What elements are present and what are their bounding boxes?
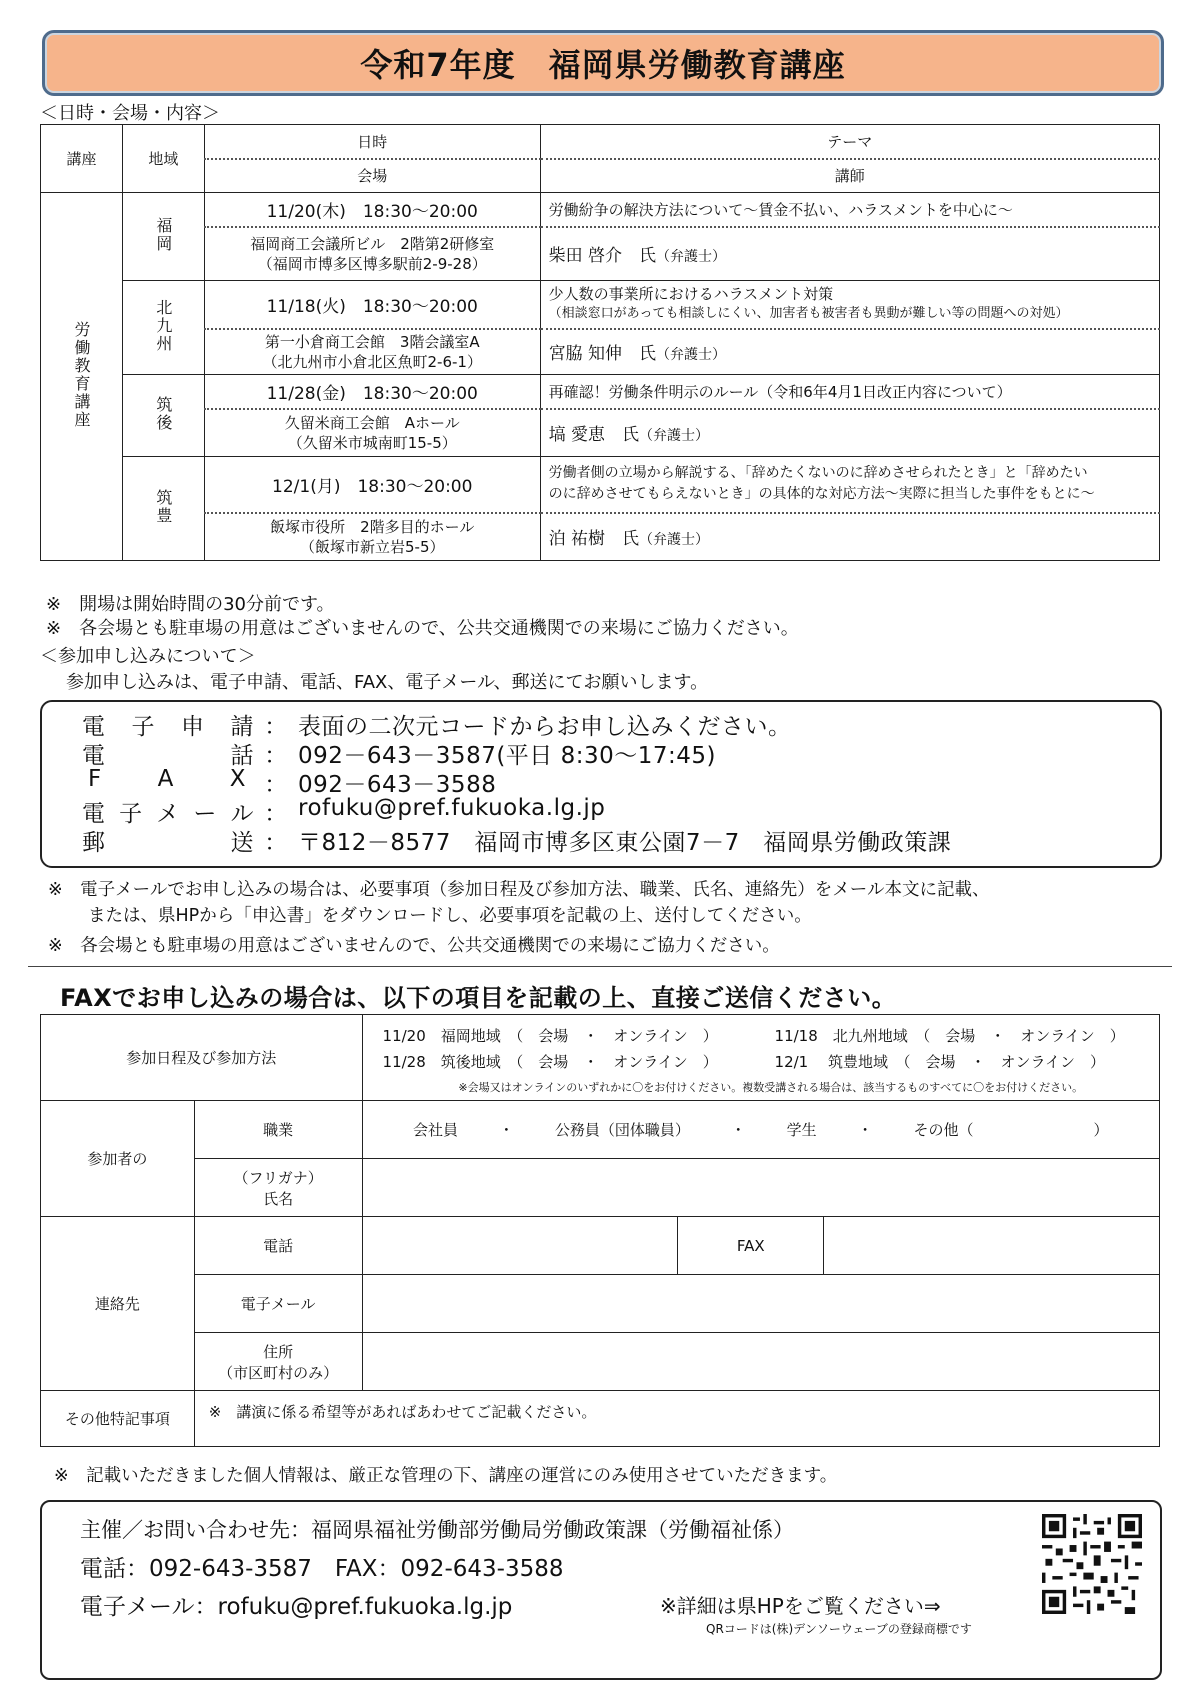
address-label: 住所 （市区町村のみ） bbox=[194, 1333, 362, 1391]
course-name: 労働教育講座 bbox=[71, 320, 91, 429]
phone-number[interactable]: 092－643－3587(平日 8:30～17:45) bbox=[298, 743, 717, 769]
email-label: 電子メール bbox=[194, 1275, 362, 1333]
lecturer-name: 宮脇 知伸 bbox=[548, 344, 623, 365]
lecturer-title: （弁護士） bbox=[656, 347, 727, 364]
fax-form-table bbox=[40, 1014, 1160, 1447]
schedule-label: 参加日程及び参加方法 bbox=[41, 1015, 363, 1101]
email-link[interactable]: rofuku@pref.fukuoka.lg.jp bbox=[298, 795, 606, 821]
region-name: 筑後 bbox=[153, 395, 173, 432]
email-note-1: ※ 電子メールでお申し込みの場合は、必要事項（参加日程及び参加方法、職業、氏名、連絡先）をメール本文に記載、 bbox=[48, 880, 990, 900]
organizer: 主催／お問い合わせ先：福岡県福祉労働部労働局労働政策課（労働福祉係） bbox=[80, 1518, 794, 1542]
method-row-phone: 電 話 ： 092－643－3587(平日 8:30～17:45) bbox=[82, 737, 716, 770]
method-row-online: 電 子 申 請 ： 表面の二次元コードからお申し込みください。 bbox=[82, 708, 792, 741]
lecturer-name: 柴田 啓介 bbox=[548, 246, 623, 267]
hp-note: ※詳細は県HPをご覧ください⇒ bbox=[660, 1594, 941, 1618]
note-opening: ※ 開場は開始時間の30分前です。 bbox=[46, 594, 335, 615]
theme-line: 少人数の事業所におけるハラスメント対策 bbox=[548, 285, 834, 304]
venue-address: （久留米市城南町15-5） bbox=[287, 433, 457, 452]
session-theme bbox=[540, 457, 1159, 513]
application-intro: 参加申し込みは、電子申請、電話、FAX、電子メール、郵送にてお願いします。 bbox=[66, 672, 709, 693]
schedule-option[interactable]: 11/18 北九州地域 （ 会場 ・ オンライン ） bbox=[774, 1026, 1125, 1045]
lecturer-suffix: 氏 bbox=[622, 529, 640, 550]
session-theme bbox=[540, 375, 1159, 409]
venue-address: （福岡市博多区博多駅前2-9-28） bbox=[257, 254, 487, 273]
session-lecturer bbox=[540, 329, 1159, 375]
lecturer-name: 塙 愛恵 bbox=[548, 425, 606, 446]
venue-line: 久留米商工会館 Aホール bbox=[284, 413, 460, 432]
theme-line: 労働紛争の解決方法について～賃金不払い、ハラスメントを中心に～ bbox=[548, 200, 1013, 219]
privacy-note: ※ 記載いただきました個人情報は、厳正な管理の下、講座の運営にのみ使用させていただきます。 bbox=[54, 1466, 838, 1486]
method-row-mail: 郵 送 ： 〒812－8577 福岡市博多区東公園7－7 福岡県労働政策課 bbox=[82, 824, 951, 857]
name-label: （フリガナ） 氏名 bbox=[194, 1159, 362, 1217]
header-venue: 会場 bbox=[204, 159, 540, 193]
session-theme bbox=[540, 193, 1159, 227]
schedule-note: ※会場又はオンラインのいずれかに〇をお付けください。複数受講される場合は、該当するものすべてに〇をお付けください。 bbox=[458, 1080, 1084, 1094]
occupation-option[interactable]: 学生 bbox=[786, 1121, 817, 1139]
venue-line: 福岡商工会議所ビル 2階第2研修室 bbox=[250, 234, 495, 253]
schedule-section-label: ＜日時・会場・内容＞ bbox=[40, 103, 220, 124]
session-venue bbox=[204, 409, 540, 457]
lecturer-suffix: 氏 bbox=[639, 344, 657, 365]
session-datetime: 12/1(月) 18:30～20:00 bbox=[204, 457, 540, 513]
separator: ・ bbox=[498, 1121, 514, 1139]
occupation-label: 職業 bbox=[194, 1101, 362, 1159]
venue-address: （飯塚市新立岩5-5） bbox=[299, 537, 445, 556]
venue-line: 飯塚市役所 2階多目的ホール bbox=[270, 517, 475, 536]
lecturer-suffix: 氏 bbox=[639, 246, 657, 267]
header-datetime: 日時 bbox=[204, 125, 540, 159]
qr-trademark: QRコードは(株)デンソーウェーブの登録商標です bbox=[706, 1622, 972, 1636]
lecturer-title: （弁護士） bbox=[639, 532, 710, 549]
header-theme: テーマ bbox=[540, 125, 1159, 159]
separator: ・ bbox=[730, 1121, 746, 1139]
method-row-fax: F A X ： 092－643－3588 bbox=[82, 766, 496, 799]
theme-line: 労働者側の立場から解説する、「辞めたくないのに辞めさせられたとき」と「辞めたい bbox=[548, 465, 1088, 482]
lecturer-name: 泊 祐樹 bbox=[548, 529, 606, 550]
venue-line: 第一小倉商工会館 3階会議室A bbox=[264, 332, 480, 351]
phone-label: 電話 bbox=[194, 1217, 362, 1275]
region-cell bbox=[122, 457, 204, 561]
schedule-option[interactable]: 11/28 筑後地域 （ 会場 ・ オンライン ） bbox=[382, 1052, 718, 1071]
name-field[interactable] bbox=[362, 1159, 1159, 1217]
region-name: 福岡 bbox=[153, 216, 173, 253]
phone-field[interactable] bbox=[362, 1217, 678, 1275]
lecturer-suffix: 氏 bbox=[622, 425, 640, 446]
venue-address: （北九州市小倉北区魚町2-6-1） bbox=[262, 352, 482, 371]
region-cell bbox=[122, 193, 204, 281]
footer-email[interactable]: 電子メール：rofuku@pref.fukuoka.lg.jp bbox=[80, 1594, 513, 1620]
session-venue bbox=[204, 329, 540, 375]
theme-line: のに辞めさせてもらえないとき」の具体的な対応方法～実際に担当した事件をもとに～ bbox=[548, 486, 1095, 503]
method-value: 表面の二次元コードからお申し込みください。 bbox=[298, 714, 792, 740]
schedule-table bbox=[40, 124, 1160, 561]
address-field[interactable] bbox=[362, 1333, 1159, 1391]
session-datetime: 11/28(金) 18:30～20:00 bbox=[204, 375, 540, 409]
occupation-option[interactable]: その他（ ） bbox=[913, 1121, 1109, 1139]
other-note: ※ 講演に係る希望等があればあわせてご記載ください。 bbox=[208, 1403, 597, 1421]
region-name: 筑豊 bbox=[153, 488, 173, 525]
footer-phone-fax: 電話：092-643-3587 FAX：092-643-3588 bbox=[80, 1556, 564, 1582]
email-note-2: または、県HPから「申込書」をダウンロードし、必要事項を記載の上、送付してください。 bbox=[88, 906, 812, 926]
session-venue bbox=[204, 227, 540, 281]
theme-line: 再確認！労働条件明示のルール（令和6年4月1日改正内容について） bbox=[548, 382, 1012, 401]
other-label: その他特記事項 bbox=[41, 1391, 195, 1447]
other-field[interactable] bbox=[194, 1391, 1159, 1447]
occupation-field[interactable] bbox=[362, 1101, 1159, 1159]
contact-label: 連絡先 bbox=[41, 1217, 195, 1391]
method-label: 電 子 申 請 bbox=[82, 714, 254, 740]
application-section-label: ＜参加申し込みについて＞ bbox=[40, 646, 256, 667]
separator: ・ bbox=[857, 1121, 873, 1139]
method-label: 電 子 メ ー ル bbox=[82, 801, 254, 827]
header-region: 地域 bbox=[122, 125, 204, 193]
note-parking: ※ 各会場とも駐車場の用意はございませんので、公共交通機関での来場にご協力ください。 bbox=[46, 618, 799, 639]
postal-address: 〒812－8577 福岡市博多区東公園7－7 福岡県労働政策課 bbox=[298, 830, 952, 856]
theme-subline: （相談窓口があっても相談しにくい、加害者も被害者も異動が難しい等の問題への対処） bbox=[548, 306, 1069, 322]
header-lecturer: 講師 bbox=[540, 159, 1159, 193]
lecturer-title: （弁護士） bbox=[639, 428, 710, 445]
divider bbox=[28, 966, 1172, 967]
session-lecturer bbox=[540, 227, 1159, 281]
region-name: 北九州 bbox=[153, 298, 173, 353]
fax-field[interactable] bbox=[824, 1217, 1160, 1275]
session-lecturer bbox=[540, 409, 1159, 457]
course-name-cell bbox=[41, 193, 123, 561]
schedule-options-cell[interactable] bbox=[362, 1015, 1159, 1101]
parking-note: ※ 各会場とも駐車場の用意はございませんので、公共交通機関での来場にご協力ください。 bbox=[48, 936, 780, 956]
lecturer-title: （弁護士） bbox=[656, 249, 727, 266]
fax-label: FAX bbox=[678, 1217, 824, 1275]
qr-code-icon[interactable] bbox=[1042, 1514, 1142, 1614]
email-field[interactable] bbox=[362, 1275, 1159, 1333]
method-label: 電 話 bbox=[82, 743, 254, 769]
region-cell bbox=[122, 281, 204, 375]
header-course: 講座 bbox=[41, 125, 123, 193]
session-datetime: 11/20(木) 18:30～20:00 bbox=[204, 193, 540, 227]
occupation-option[interactable]: 公務員（団体職員） bbox=[554, 1121, 690, 1139]
method-row-email: 電 子 メ ー ル ： rofuku@pref.fukuoka.lg.jp bbox=[82, 795, 606, 827]
session-venue bbox=[204, 513, 540, 561]
session-theme bbox=[540, 281, 1159, 329]
method-label: 郵 送 bbox=[82, 830, 254, 856]
session-lecturer bbox=[540, 513, 1159, 561]
schedule-option[interactable]: 12/1 筑豊地域 （ 会場 ・ オンライン ） bbox=[774, 1052, 1106, 1071]
page-title: 令和7年度 福岡県労働教育講座 bbox=[42, 30, 1164, 96]
fax-number: 092－643－3588 bbox=[298, 772, 497, 798]
participant-label: 参加者の bbox=[41, 1101, 195, 1217]
fax-form-title: FAXでお申し込みの場合は、以下の項目を記載の上、直接ご送信ください。 bbox=[60, 984, 897, 1012]
session-datetime: 11/18(火) 18:30～20:00 bbox=[204, 281, 540, 329]
region-cell bbox=[122, 375, 204, 457]
method-label: F A X bbox=[88, 766, 246, 792]
schedule-option[interactable]: 11/20 福岡地域 （ 会場 ・ オンライン ） bbox=[382, 1026, 718, 1045]
occupation-option[interactable]: 会社員 bbox=[412, 1121, 458, 1139]
